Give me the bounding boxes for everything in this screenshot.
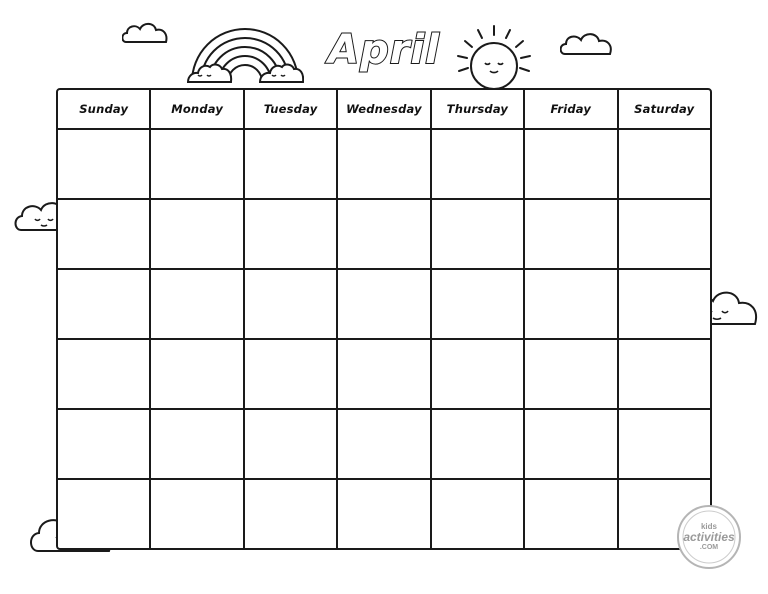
cloud-top-right-icon xyxy=(560,24,622,58)
week-row xyxy=(58,480,710,548)
day-cell[interactable] xyxy=(432,410,525,478)
weekday-header-sunday: Sunday xyxy=(58,90,151,128)
watermark-logo xyxy=(676,504,742,570)
day-cell[interactable] xyxy=(151,270,244,338)
day-cell[interactable] xyxy=(151,340,244,408)
day-cell[interactable] xyxy=(58,200,151,268)
week-row xyxy=(58,340,710,410)
day-cell[interactable] xyxy=(525,130,618,198)
day-cell[interactable] xyxy=(58,340,151,408)
day-cell[interactable] xyxy=(245,480,338,548)
week-row xyxy=(58,200,710,270)
week-row xyxy=(58,410,710,480)
day-cell[interactable] xyxy=(525,480,618,548)
day-cell[interactable] xyxy=(619,130,710,198)
day-cell[interactable] xyxy=(432,340,525,408)
day-cell[interactable] xyxy=(338,200,431,268)
day-cell[interactable] xyxy=(338,130,431,198)
weekday-header-thursday: Thursday xyxy=(432,90,525,128)
day-cell[interactable] xyxy=(432,130,525,198)
rainbow-icon xyxy=(186,24,304,84)
day-cell[interactable] xyxy=(432,480,525,548)
weekday-header-monday: Monday xyxy=(151,90,244,128)
calendar-grid xyxy=(56,88,712,550)
day-cell[interactable] xyxy=(245,200,338,268)
day-cell[interactable] xyxy=(245,130,338,198)
day-cell[interactable] xyxy=(245,270,338,338)
day-cell[interactable] xyxy=(151,200,244,268)
title-area xyxy=(0,0,768,92)
day-cell[interactable] xyxy=(619,340,710,408)
day-cell[interactable] xyxy=(151,410,244,478)
day-cell[interactable] xyxy=(525,200,618,268)
day-cell[interactable] xyxy=(338,270,431,338)
month-title-text: April xyxy=(328,27,440,73)
day-cell[interactable] xyxy=(245,340,338,408)
weekday-header-row xyxy=(58,90,710,130)
day-cell[interactable] xyxy=(245,410,338,478)
month-title xyxy=(300,22,468,78)
day-cell[interactable] xyxy=(338,340,431,408)
weekday-header-tuesday: Tuesday xyxy=(245,90,338,128)
day-cell[interactable] xyxy=(619,270,710,338)
day-cell[interactable] xyxy=(338,410,431,478)
day-cell[interactable] xyxy=(151,480,244,548)
day-cell[interactable] xyxy=(619,410,710,478)
day-cell[interactable] xyxy=(151,130,244,198)
day-cell[interactable] xyxy=(58,480,151,548)
day-cell[interactable] xyxy=(432,270,525,338)
day-cell[interactable] xyxy=(525,410,618,478)
watermark-line3: .COM xyxy=(699,544,719,551)
day-cell[interactable] xyxy=(58,130,151,198)
cloud-top-left-icon xyxy=(122,14,178,46)
day-cell[interactable] xyxy=(432,200,525,268)
watermark-line1: kids xyxy=(700,522,717,531)
day-cell[interactable] xyxy=(338,480,431,548)
weekday-header-saturday: Saturday xyxy=(634,102,695,116)
weekday-header-wednesday: Wednesday xyxy=(338,90,431,128)
weekday-header-friday: Friday xyxy=(525,90,618,128)
week-row xyxy=(58,270,710,340)
day-cell[interactable] xyxy=(619,200,710,268)
week-row xyxy=(58,130,710,200)
day-cell[interactable] xyxy=(525,340,618,408)
day-cell[interactable] xyxy=(525,270,618,338)
day-cell[interactable] xyxy=(58,270,151,338)
watermark-line2: activities xyxy=(683,530,735,544)
day-cell[interactable] xyxy=(58,410,151,478)
